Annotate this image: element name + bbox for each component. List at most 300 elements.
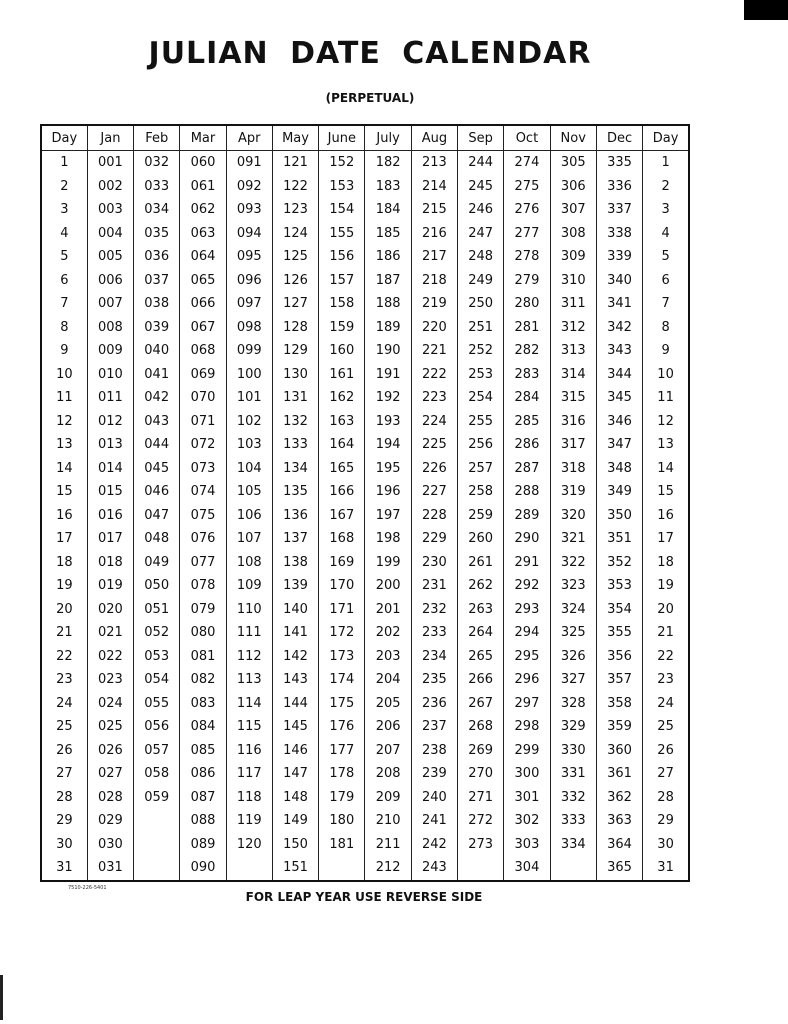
julian-date-cell: 327: [550, 668, 596, 692]
table-row: [41, 480, 689, 504]
julian-date-cell: 189: [365, 316, 411, 340]
julian-date-cell: 308: [550, 222, 596, 246]
julian-date-cell: 231: [411, 574, 457, 598]
julian-date-cell: [226, 856, 272, 881]
julian-date-cell: 232: [411, 598, 457, 622]
julian-date-cell: 317: [550, 433, 596, 457]
julian-date-cell: 157: [319, 269, 365, 293]
julian-date-cell: 042: [134, 386, 180, 410]
julian-date-cell: 063: [180, 222, 226, 246]
julian-date-cell: 049: [134, 551, 180, 575]
julian-date-cell: 362: [596, 786, 642, 810]
julian-date-cell: 226: [411, 457, 457, 481]
julian-date-cell: [319, 856, 365, 881]
julian-date-cell: 347: [596, 433, 642, 457]
julian-date-cell: 213: [411, 151, 457, 175]
julian-date-cell: [134, 856, 180, 881]
julian-date-cell: 363: [596, 809, 642, 833]
julian-date-cell: 142: [272, 645, 318, 669]
julian-date-cell: 291: [504, 551, 550, 575]
day-cell: 17: [56, 531, 73, 547]
julian-date-cell: 059: [134, 786, 180, 810]
julian-date-cell: 335: [596, 151, 642, 175]
julian-date-cell: 024: [87, 692, 133, 716]
table-row: [41, 151, 689, 175]
julian-date-cell: 046: [134, 480, 180, 504]
julian-date-cell: 283: [504, 363, 550, 387]
julian-date-cell: 182: [365, 151, 411, 175]
julian-date-cell: 324: [550, 598, 596, 622]
day-cell: 25: [643, 715, 689, 739]
julian-date-cell: 278: [504, 245, 550, 269]
julian-date-cell: 112: [226, 645, 272, 669]
day-cell: 12: [56, 413, 73, 429]
julian-date-cell: 249: [458, 269, 504, 293]
julian-date-cell: 072: [180, 433, 226, 457]
julian-date-cell: 273: [458, 833, 504, 857]
julian-date-cell: 304: [504, 856, 550, 881]
julian-date-cell: 135: [272, 480, 318, 504]
page-title: JULIAN DATE CALENDAR: [148, 36, 592, 71]
julian-date-cell: 210: [365, 809, 411, 833]
table-row: [41, 621, 689, 645]
julian-date-cell: 035: [134, 222, 180, 246]
julian-date-cell: 181: [319, 833, 365, 857]
julian-date-cell: 099: [226, 339, 272, 363]
julian-date-cell: 358: [596, 692, 642, 716]
julian-date-cell: 158: [319, 292, 365, 316]
julian-date-cell: 137: [272, 527, 318, 551]
julian-date-cell: 254: [458, 386, 504, 410]
julian-date-cell: 073: [180, 457, 226, 481]
julian-date-cell: 104: [226, 457, 272, 481]
julian-date-cell: 068: [180, 339, 226, 363]
julian-date-cell: 364: [596, 833, 642, 857]
julian-date-cell: 178: [319, 762, 365, 786]
julian-date-cell: 233: [411, 621, 457, 645]
julian-date-cell: 018: [87, 551, 133, 575]
julian-date-cell: 074: [180, 480, 226, 504]
julian-date-cell: 179: [319, 786, 365, 810]
day-cell: 16: [643, 504, 689, 528]
julian-date-cell: 190: [365, 339, 411, 363]
julian-date-cell: 088: [180, 809, 226, 833]
day-cell: 23: [643, 668, 689, 692]
julian-date-cell: 113: [226, 668, 272, 692]
julian-date-cell: 175: [319, 692, 365, 716]
day-cell: 21: [56, 625, 73, 641]
julian-date-cell: 313: [550, 339, 596, 363]
table-body: [41, 151, 689, 881]
table-row: [41, 386, 689, 410]
day-cell: 5: [60, 249, 69, 265]
day-cell: 6: [643, 269, 689, 293]
column-header: June: [319, 125, 365, 151]
julian-date-cell: 055: [134, 692, 180, 716]
day-cell: 31: [56, 860, 73, 876]
julian-date-cell: 017: [87, 527, 133, 551]
julian-date-cell: 086: [180, 762, 226, 786]
julian-date-cell: 167: [319, 504, 365, 528]
julian-date-cell: 012: [87, 410, 133, 434]
julian-date-cell: 102: [226, 410, 272, 434]
julian-date-cell: 361: [596, 762, 642, 786]
julian-date-cell: 208: [365, 762, 411, 786]
julian-date-cell: 305: [550, 151, 596, 175]
julian-date-cell: 239: [411, 762, 457, 786]
julian-date-cell: 155: [319, 222, 365, 246]
day-cell: 24: [56, 695, 73, 711]
julian-date-cell: 093: [226, 198, 272, 222]
julian-date-cell: 266: [458, 668, 504, 692]
julian-date-cell: 079: [180, 598, 226, 622]
julian-date-cell: [134, 833, 180, 857]
julian-date-cell: 315: [550, 386, 596, 410]
form-code: 7510-226-5401: [68, 885, 107, 891]
julian-date-cell: 052: [134, 621, 180, 645]
julian-date-cell: 286: [504, 433, 550, 457]
julian-date-cell: 318: [550, 457, 596, 481]
day-cell: 22: [643, 645, 689, 669]
day-cell: 30: [56, 836, 73, 852]
julian-date-cell: 111: [226, 621, 272, 645]
julian-date-cell: 287: [504, 457, 550, 481]
day-cell: 7: [643, 292, 689, 316]
julian-date-cell: 129: [272, 339, 318, 363]
julian-date-cell: 145: [272, 715, 318, 739]
day-cell: 31: [643, 856, 689, 881]
julian-date-cell: 128: [272, 316, 318, 340]
table-row: [41, 574, 689, 598]
julian-date-cell: 069: [180, 363, 226, 387]
day-cell: 11: [56, 390, 73, 406]
julian-date-cell: 217: [411, 245, 457, 269]
julian-date-cell: 064: [180, 245, 226, 269]
julian-date-cell: 115: [226, 715, 272, 739]
corner-scan-mark: [744, 0, 788, 20]
julian-date-cell: 023: [87, 668, 133, 692]
julian-date-cell: 028: [87, 786, 133, 810]
julian-date-cell: 143: [272, 668, 318, 692]
julian-date-cell: 336: [596, 175, 642, 199]
julian-date-cell: 191: [365, 363, 411, 387]
table-row: [41, 433, 689, 457]
julian-date-cell: 139: [272, 574, 318, 598]
day-cell: 8: [643, 316, 689, 340]
julian-date-cell: 272: [458, 809, 504, 833]
julian-date-cell: 341: [596, 292, 642, 316]
day-cell: 12: [643, 410, 689, 434]
julian-date-cell: 253: [458, 363, 504, 387]
julian-date-cell: [550, 856, 596, 881]
day-cell: 20: [56, 601, 73, 617]
column-header: Day: [41, 125, 87, 151]
julian-date-cell: 027: [87, 762, 133, 786]
julian-date-cell: 058: [134, 762, 180, 786]
julian-date-cell: 295: [504, 645, 550, 669]
day-cell: 24: [643, 692, 689, 716]
julian-date-cell: 091: [226, 151, 272, 175]
table-row: [41, 692, 689, 716]
julian-date-cell: 090: [180, 856, 226, 881]
table-row: [41, 668, 689, 692]
table-row: [41, 363, 689, 387]
julian-date-cell: 050: [134, 574, 180, 598]
julian-date-cell: 197: [365, 504, 411, 528]
julian-date-cell: 150: [272, 833, 318, 857]
julian-date-cell: 080: [180, 621, 226, 645]
julian-date-cell: 234: [411, 645, 457, 669]
julian-date-cell: 054: [134, 668, 180, 692]
julian-date-cell: 184: [365, 198, 411, 222]
julian-date-cell: 206: [365, 715, 411, 739]
julian-date-cell: 328: [550, 692, 596, 716]
day-cell: 14: [56, 460, 73, 476]
julian-date-cell: 084: [180, 715, 226, 739]
julian-date-cell: 001: [87, 151, 133, 175]
julian-date-cell: 161: [319, 363, 365, 387]
julian-date-cell: 339: [596, 245, 642, 269]
julian-date-cell: 022: [87, 645, 133, 669]
julian-date-cell: 125: [272, 245, 318, 269]
julian-date-cell: 274: [504, 151, 550, 175]
julian-date-cell: 293: [504, 598, 550, 622]
julian-date-cell: 020: [87, 598, 133, 622]
day-cell: 3: [60, 202, 69, 218]
julian-date-cell: 245: [458, 175, 504, 199]
julian-date-cell: 307: [550, 198, 596, 222]
julian-date-cell: 192: [365, 386, 411, 410]
julian-date-cell: 008: [87, 316, 133, 340]
julian-date-cell: 065: [180, 269, 226, 293]
julian-date-cell: 009: [87, 339, 133, 363]
julian-date-cell: 082: [180, 668, 226, 692]
julian-date-cell: 334: [550, 833, 596, 857]
julian-date-cell: 321: [550, 527, 596, 551]
julian-date-cell: 006: [87, 269, 133, 293]
julian-date-cell: 301: [504, 786, 550, 810]
julian-date-cell: 277: [504, 222, 550, 246]
julian-date-cell: 122: [272, 175, 318, 199]
julian-date-cell: 132: [272, 410, 318, 434]
julian-date-cell: 224: [411, 410, 457, 434]
julian-date-cell: 029: [87, 809, 133, 833]
julian-date-cell: 148: [272, 786, 318, 810]
column-header: July: [365, 125, 411, 151]
julian-date-cell: 255: [458, 410, 504, 434]
julian-date-cell: 165: [319, 457, 365, 481]
julian-date-cell: 106: [226, 504, 272, 528]
day-cell: 13: [56, 437, 73, 453]
julian-date-cell: 162: [319, 386, 365, 410]
julian-date-cell: 152: [319, 151, 365, 175]
day-cell: 13: [643, 433, 689, 457]
table-row: [41, 739, 689, 763]
julian-date-cell: 352: [596, 551, 642, 575]
julian-date-cell: 294: [504, 621, 550, 645]
julian-date-cell: 110: [226, 598, 272, 622]
day-cell: 10: [56, 366, 73, 382]
julian-date-cell: 124: [272, 222, 318, 246]
table-row: [41, 222, 689, 246]
julian-date-cell: 083: [180, 692, 226, 716]
table-row: [41, 339, 689, 363]
julian-date-cell: 187: [365, 269, 411, 293]
julian-date-cell: 236: [411, 692, 457, 716]
julian-date-cell: 098: [226, 316, 272, 340]
julian-date-cell: 258: [458, 480, 504, 504]
julian-date-cell: 299: [504, 739, 550, 763]
julian-date-cell: 004: [87, 222, 133, 246]
julian-date-cell: 329: [550, 715, 596, 739]
julian-date-cell: 183: [365, 175, 411, 199]
julian-date-cell: 172: [319, 621, 365, 645]
julian-date-cell: 196: [365, 480, 411, 504]
julian-date-cell: 010: [87, 363, 133, 387]
julian-date-cell: 346: [596, 410, 642, 434]
julian-date-cell: 117: [226, 762, 272, 786]
julian-date-cell: 203: [365, 645, 411, 669]
julian-date-cell: 263: [458, 598, 504, 622]
julian-date-cell: 285: [504, 410, 550, 434]
julian-date-cell: 002: [87, 175, 133, 199]
julian-date-cell: 185: [365, 222, 411, 246]
julian-date-cell: 032: [134, 151, 180, 175]
julian-date-cell: 147: [272, 762, 318, 786]
column-header: Jan: [87, 125, 133, 151]
julian-date-cell: 078: [180, 574, 226, 598]
julian-date-cell: 243: [411, 856, 457, 881]
column-header: Nov: [550, 125, 596, 151]
julian-date-cell: 310: [550, 269, 596, 293]
julian-date-cell: 075: [180, 504, 226, 528]
table-row: [41, 856, 689, 881]
julian-date-cell: 240: [411, 786, 457, 810]
julian-date-cell: 198: [365, 527, 411, 551]
day-cell: 17: [643, 527, 689, 551]
julian-date-cell: 025: [87, 715, 133, 739]
day-cell: 4: [60, 225, 69, 241]
julian-date-cell: 056: [134, 715, 180, 739]
page-subtitle: (PERPETUAL): [325, 91, 415, 105]
julian-date-cell: 138: [272, 551, 318, 575]
julian-date-cell: 351: [596, 527, 642, 551]
julian-date-cell: 227: [411, 480, 457, 504]
column-header: Sep: [458, 125, 504, 151]
julian-date-cell: 081: [180, 645, 226, 669]
julian-date-cell: 120: [226, 833, 272, 857]
day-cell: 21: [643, 621, 689, 645]
julian-date-cell: 337: [596, 198, 642, 222]
julian-date-cell: 211: [365, 833, 411, 857]
julian-date-cell: 016: [87, 504, 133, 528]
julian-date-cell: 051: [134, 598, 180, 622]
julian-date-cell: 275: [504, 175, 550, 199]
day-cell: 5: [643, 245, 689, 269]
julian-date-cell: 171: [319, 598, 365, 622]
julian-date-cell: 311: [550, 292, 596, 316]
day-cell: 25: [56, 719, 73, 735]
julian-date-cell: 345: [596, 386, 642, 410]
julian-date-cell: 296: [504, 668, 550, 692]
julian-date-cell: 130: [272, 363, 318, 387]
julian-date-cell: 251: [458, 316, 504, 340]
julian-date-cell: 365: [596, 856, 642, 881]
julian-date-cell: 218: [411, 269, 457, 293]
julian-date-cell: 144: [272, 692, 318, 716]
julian-date-cell: 222: [411, 363, 457, 387]
julian-date-cell: 116: [226, 739, 272, 763]
table-row: [41, 292, 689, 316]
julian-date-cell: 108: [226, 551, 272, 575]
julian-date-cell: 180: [319, 809, 365, 833]
table-row: [41, 457, 689, 481]
julian-date-cell: 087: [180, 786, 226, 810]
julian-date-cell: 126: [272, 269, 318, 293]
julian-date-cell: 356: [596, 645, 642, 669]
julian-date-cell: 349: [596, 480, 642, 504]
table-row: [41, 245, 689, 269]
julian-date-cell: 201: [365, 598, 411, 622]
julian-date-cell: 246: [458, 198, 504, 222]
julian-date-cell: 163: [319, 410, 365, 434]
julian-date-cell: 186: [365, 245, 411, 269]
julian-date-cell: 061: [180, 175, 226, 199]
day-cell: 28: [56, 789, 73, 805]
julian-date-cell: 005: [87, 245, 133, 269]
julian-date-cell: 188: [365, 292, 411, 316]
table-row: [41, 269, 689, 293]
julian-date-cell: 303: [504, 833, 550, 857]
julian-date-cell: 039: [134, 316, 180, 340]
julian-date-cell: 289: [504, 504, 550, 528]
julian-date-cell: 066: [180, 292, 226, 316]
julian-date-cell: 219: [411, 292, 457, 316]
julian-date-cell: 013: [87, 433, 133, 457]
julian-date-cell: 118: [226, 786, 272, 810]
julian-date-table: [40, 124, 690, 882]
julian-date-cell: 041: [134, 363, 180, 387]
julian-date-cell: 109: [226, 574, 272, 598]
julian-date-cell: 338: [596, 222, 642, 246]
julian-date-cell: 097: [226, 292, 272, 316]
day-cell: 26: [643, 739, 689, 763]
julian-date-cell: 114: [226, 692, 272, 716]
julian-date-cell: 282: [504, 339, 550, 363]
day-cell: 27: [56, 766, 73, 782]
julian-date-cell: 320: [550, 504, 596, 528]
day-cell: 6: [60, 272, 69, 288]
day-cell: 19: [643, 574, 689, 598]
julian-date-cell: 316: [550, 410, 596, 434]
julian-date-cell: 271: [458, 786, 504, 810]
julian-date-cell: 160: [319, 339, 365, 363]
day-cell: 2: [60, 178, 69, 194]
julian-date-cell: 241: [411, 809, 457, 833]
julian-date-cell: 216: [411, 222, 457, 246]
julian-date-cell: 250: [458, 292, 504, 316]
julian-date-cell: 007: [87, 292, 133, 316]
julian-date-cell: 140: [272, 598, 318, 622]
day-cell: 27: [643, 762, 689, 786]
julian-date-cell: 067: [180, 316, 226, 340]
table-row: [41, 410, 689, 434]
table-row: [41, 786, 689, 810]
julian-date-cell: 101: [226, 386, 272, 410]
julian-date-cell: 229: [411, 527, 457, 551]
day-cell: 15: [643, 480, 689, 504]
table-row: [41, 316, 689, 340]
